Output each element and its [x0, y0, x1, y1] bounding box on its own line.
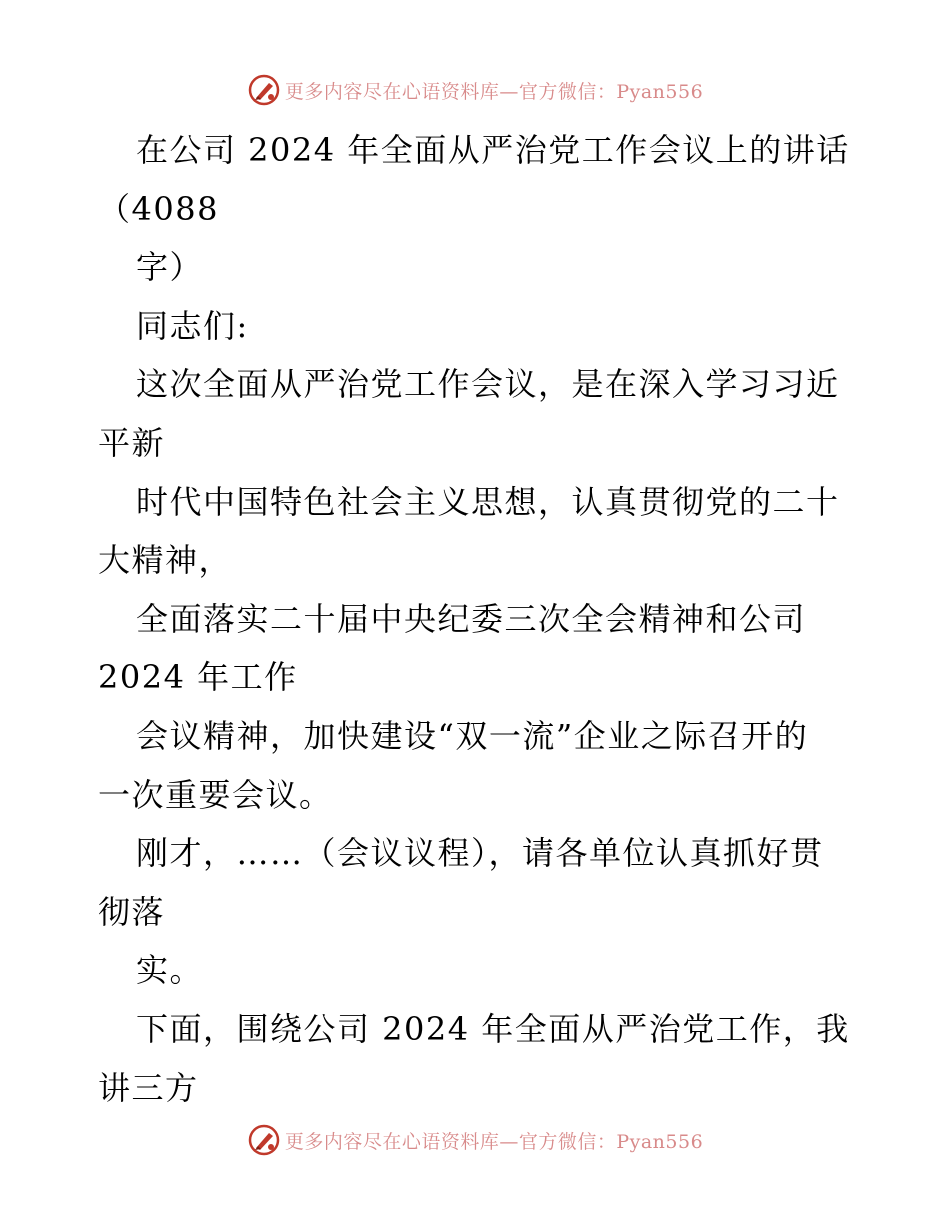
header-banner [0, 70, 950, 110]
footer-banner-text: 更多内容尽在心语资料库—官方微信：Pyan556 [284, 1130, 704, 1153]
text-line: 下面，围绕公司 2024 年全面从严治党工作，我 [136, 1009, 850, 1048]
text-line: 一次重要会议。 [98, 775, 333, 814]
text-line: 字） [136, 248, 204, 287]
pen-seal-icon [247, 1123, 281, 1157]
document-body [98, 121, 858, 1117]
text-line: 大精神， [98, 541, 233, 580]
header-banner-content [247, 73, 703, 107]
footer-banner [0, 1120, 950, 1160]
header-banner-text: 更多内容尽在心语资料库—官方微信：Pyan556 [284, 80, 704, 103]
pen-seal-icon [247, 73, 281, 107]
text-line: 会议精神，加快建设“双一流”企业之际召开的 [136, 716, 809, 755]
text-line: 全面落实二十届中央纪委三次全会精神和公司 [136, 599, 807, 638]
document-title-line: 在公司 2024 年全面从严治党工作会议上的讲话 [136, 131, 850, 169]
salutation-line: 同志们: [136, 306, 249, 345]
text-line: 时代中国特色社会主义思想，认真贯彻党的二十 [136, 482, 840, 521]
text-line: 彻落 [98, 892, 166, 931]
text-line: 刚才，……（会议议程），请各单位认真抓好贯 [136, 834, 824, 873]
text-line: 平新 [98, 423, 166, 462]
footer-banner-content [247, 1123, 703, 1157]
text-line: 这次全面从严治党工作会议，是在深入学习习近 [136, 365, 840, 404]
text-line: （4088 [98, 189, 219, 228]
text-line: 2024 年工作 [98, 658, 298, 697]
text-line: 实。 [136, 951, 204, 990]
text-line: 讲三方 [98, 1068, 199, 1107]
